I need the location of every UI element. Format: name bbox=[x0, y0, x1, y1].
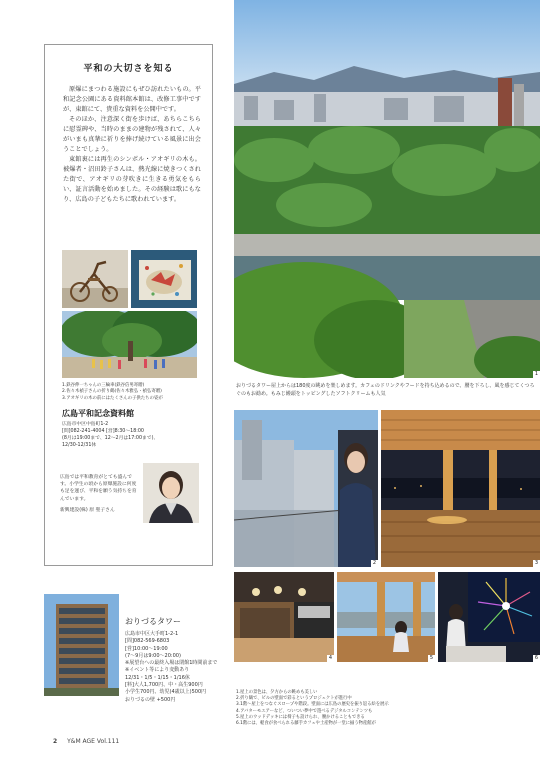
contributor-name: 新興建設(株) 原 聖子さん bbox=[60, 507, 115, 513]
photo-caption: 5.屋上のウッドデッキには椅子も設けられ、腰かけることもできる bbox=[236, 714, 365, 720]
tower-info-line: 12/31・1/5・1/15・1/16休 bbox=[125, 674, 190, 681]
page-footer bbox=[53, 738, 119, 745]
tower-info-line: (7～9月は9:00～20:00) bbox=[125, 652, 181, 659]
photo-number-tag: 4 bbox=[328, 655, 333, 661]
section-body bbox=[63, 85, 201, 205]
museum-info-line: (8月は19:00まで、12～2月は17:00まで)、 bbox=[62, 436, 159, 441]
museum-name: 広島平和記念資料館 bbox=[62, 409, 134, 418]
photo-number-tag: 6 bbox=[534, 655, 539, 661]
museum-address: 広島市中区中島町1-2 bbox=[62, 422, 109, 427]
tower-info-line: 広島市中区大手町1-2-1 bbox=[125, 631, 179, 637]
digital-content-photo bbox=[438, 572, 540, 662]
photo-number-tag: 3 bbox=[534, 560, 539, 566]
photo-caption: 2.佐々木禎子さんの折り鶴(佐々木雅弘・禎弘寄贈) bbox=[62, 389, 162, 395]
tower-info-line: [料]大人1,700円、中・高生900円 bbox=[125, 682, 203, 689]
photo-caption: 3.1階～屋上をつなぐスロープや階段。壁面には広島の歴史を振り返る絵を展示 bbox=[236, 702, 389, 708]
paper-crane-photo bbox=[131, 250, 197, 308]
photo-number-tag: 1 bbox=[534, 371, 539, 377]
rooftop-deck-photo bbox=[337, 572, 435, 662]
hero-aerial-photo bbox=[234, 0, 540, 378]
photo-captions bbox=[236, 690, 536, 727]
hero-caption: おりづるタワー屋上からは180度の眺めを楽しめます。カフェのドリンクやフードを持ち込めるので、腰を下ろし、風を感じてくつろぐのもお勧め。もみじ饅頭をトッピングしたソフトクリームも人気 bbox=[236, 383, 535, 397]
contributor-text: 広島では平和教育がとても盛んです。小学生の頃から原爆施設に何度も足を運び、平和を願う気持ちを育んでいます。 bbox=[60, 475, 137, 502]
tower-info-line: ※イベント等により変動あり bbox=[125, 667, 190, 674]
museum-photo-captions bbox=[62, 383, 202, 402]
tower-info-line: ※展望台への最終入場は閉館1時間前まで bbox=[125, 660, 218, 667]
tower-info bbox=[125, 631, 233, 704]
photo-caption: 2.折り鶴で、ビルの壁面で彩るというプロジェクトが進行中 bbox=[236, 696, 352, 702]
museum-info-line: 12/30-12/31休 bbox=[62, 443, 97, 448]
photo-caption: 1.鉄谷伸一ちゃんの三輪車(鉄谷信男寄贈) bbox=[62, 383, 145, 388]
photo-caption: 3.アオギリの木の前にはたくさんの子供たちの姿が bbox=[62, 395, 163, 401]
cafe-interior-photo bbox=[234, 572, 334, 662]
tricycle-photo bbox=[62, 250, 128, 308]
contributor-comment bbox=[60, 474, 140, 514]
photo-caption: 6.1階には、軽食が食べられる藤手カフェや土産物が一堂に揃う物産館が bbox=[236, 721, 376, 727]
photo-number-tag: 2 bbox=[372, 560, 377, 566]
body-paragraph: 東館裏には再生のシンボル・アオギリの木も。被爆者・沼田鈴子さんは、熱光線に焼きつくされた街で、アオギリの芽吹きに生きる勇気をもらい、証言活動を始めました。その経験は歌にもなり、広島の子どもたちに歌われています。 bbox=[63, 156, 201, 203]
photo-caption: 1.屋上の景色は、夕方からの眺めも美しい bbox=[236, 690, 318, 695]
orizuru-tower-photo bbox=[44, 594, 119, 696]
body-paragraph: 原爆にまつわる施設にもぜひ訪れたいもの。平和記念公園にある資料館本館は、改修工事中ですが、東館にて、貴重な資料を公開中です。 bbox=[63, 86, 201, 113]
body-paragraph: そのほか、注意深く街を歩けば、あちらこちらに慰霊碑や、当時のままの建物が残されて、人々がいまも真摯に祈りを捧げ続けている風景に出会うことでしょう。 bbox=[63, 116, 201, 153]
photo-number-tag: 5 bbox=[429, 655, 434, 661]
museum-info-line: [問]082-241-4004 [営]8:30～18:00 bbox=[62, 429, 144, 434]
museum-info bbox=[62, 421, 202, 449]
evening-deck-photo bbox=[381, 410, 540, 567]
section-title: 平和の大切さを知る bbox=[83, 64, 174, 74]
magazine-name: Y&M AGE Vol.111 bbox=[67, 738, 120, 745]
tower-info-line: おりづるの壁 +500円 bbox=[125, 696, 176, 703]
tower-info-line: 小学生700円、幼児(4歳以上)500円 bbox=[125, 689, 207, 696]
aogiri-tree-photo bbox=[62, 311, 197, 378]
tower-info-line: [営]10:00～19:00 bbox=[125, 645, 168, 652]
page-number: 2 bbox=[53, 738, 58, 745]
tower-info-line: [問]082-569-6803 bbox=[125, 638, 170, 645]
photo-caption: 4.アバターモエアーなど、ついつい夢中で遊べるデジタルコンテンツも bbox=[236, 708, 373, 714]
contributor-photo bbox=[143, 463, 199, 523]
crane-wall-photo bbox=[234, 410, 378, 567]
tower-title: おりづるタワー bbox=[125, 617, 181, 626]
